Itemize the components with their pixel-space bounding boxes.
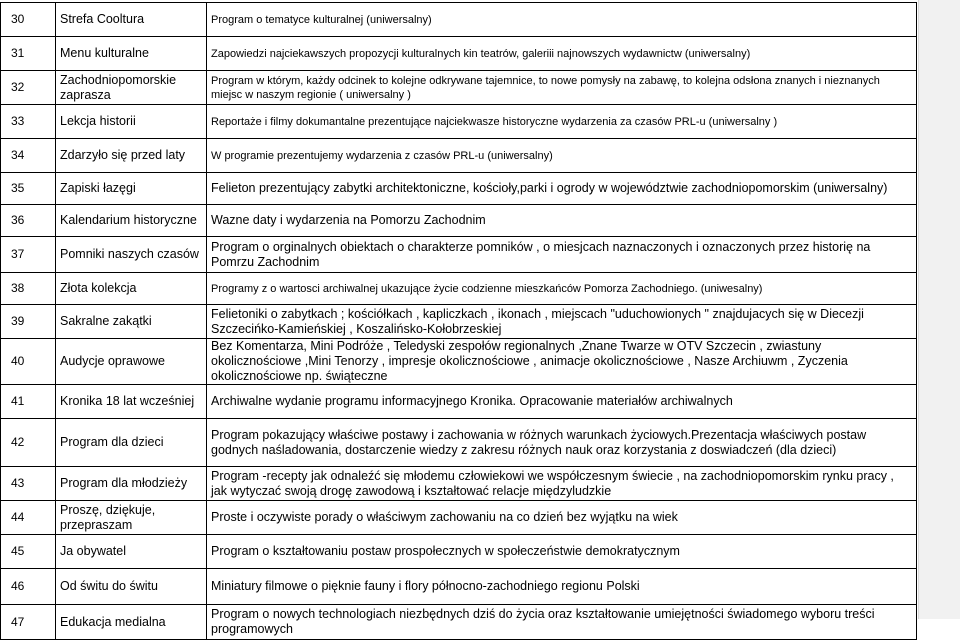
- row-number: 32: [1, 71, 56, 105]
- program-table: [0, 2, 917, 640]
- program-name: Zdarzyło się przed laty: [56, 139, 207, 173]
- program-name: Sakralne zakątki: [56, 305, 207, 339]
- program-description: Program o nowych technologiach niezbędnych dziś do życia oraz kształtowanie umiejętności świadomego wyboru treści programowych: [207, 605, 917, 640]
- row-number: 40: [1, 339, 56, 385]
- table-row: [1, 273, 917, 305]
- program-name: Złota kolekcja: [56, 273, 207, 305]
- program-description: Zapowiedzi najciekawszych propozycji kulturalnych kin teatrów, galeriii najnowszych wydawnictw (uniwersalny): [207, 37, 917, 71]
- program-description: Felieton prezentujący zabytki architektoniczne, kościoły,parki i ogrody w województwie zachodniopomorskim (uniwersalny): [207, 173, 917, 205]
- side-margin: [918, 0, 960, 619]
- program-name: Menu kulturalne: [56, 37, 207, 71]
- row-number: 36: [1, 205, 56, 237]
- program-description: Program -recepty jak odnaleźć się młodemu człowiekowi we współczesnym świecie , na zachodniopomorskim rynku pracy , jak wytyczać swoją drogę zawodową i kształtować relacje międzyludzkie: [207, 467, 917, 501]
- program-name: Lekcja historii: [56, 105, 207, 139]
- program-description: Bez Komentarza, Mini Podróże , Teledyski zespołów regionalnych ,Znane Twarze w OTV Szczecin , zwiastuny okolicznościowe ,Mini Tenorzy , impresje okolicznościowe , animacje okolicznościowe , Nasze Archiuwm , Zyczenia okolicznościowe np. świąteczne: [207, 339, 917, 385]
- table-row: [1, 237, 917, 273]
- table-row: [1, 173, 917, 205]
- row-number: 39: [1, 305, 56, 339]
- table-row: [1, 419, 917, 467]
- program-name: Proszę, dziękuje, przepraszam: [56, 501, 207, 535]
- program-name: Zapiski łazęgi: [56, 173, 207, 205]
- program-description: Miniatury filmowe o pięknie fauny i flory północno-zachodniego regionu Polski: [207, 569, 917, 605]
- table-row: [1, 305, 917, 339]
- row-number: 31: [1, 37, 56, 71]
- row-number: 46: [1, 569, 56, 605]
- program-name: Zachodniopomorskie zaprasza: [56, 71, 207, 105]
- program-name: Ja obywatel: [56, 535, 207, 569]
- row-number: 30: [1, 3, 56, 37]
- program-description: Reportaże i filmy dokumantalne prezentujące najciekwasze historyczne wydarzenia za czasów PRL-u (uniwersalny ): [207, 105, 917, 139]
- table-row: [1, 569, 917, 605]
- program-description: Felietoniki o zabytkach ; kościółkach , kapliczkach , ikonach , miejscach "uduchowionych " znajdujacych się w Diecezji Szczecińko-Kamieńskiej , Koszalińsko-Kołobrzeskiej: [207, 305, 917, 339]
- table-row: [1, 535, 917, 569]
- table-row: [1, 339, 917, 385]
- program-table-body: [1, 3, 917, 640]
- program-name: Kalendarium historyczne: [56, 205, 207, 237]
- program-description: Program o kształtowaniu postaw prospołecznych w społeczeństwie demokratycznym: [207, 535, 917, 569]
- table-row: [1, 37, 917, 71]
- table-row: [1, 205, 917, 237]
- table-row: [1, 385, 917, 419]
- row-number: 43: [1, 467, 56, 501]
- program-description: Program w którym, każdy odcinek to kolejne odkrywane tajemnice, to nowe pomysły na zabawę, to kolejna odsłona znanych i nieznanych miejsc w naszym regionie ( uniwersalny ): [207, 71, 917, 105]
- program-name: Program dla młodzieży: [56, 467, 207, 501]
- program-name: Strefa Cooltura: [56, 3, 207, 37]
- program-description: Programy z o wartosci archiwalnej ukazujące życie codzienne mieszkańców Pomorza Zachodniego. (uniwesalny): [207, 273, 917, 305]
- row-number: 34: [1, 139, 56, 173]
- row-number: 37: [1, 237, 56, 273]
- program-description: Wazne daty i wydarzenia na Pomorzu Zachodnim: [207, 205, 917, 237]
- row-number: 44: [1, 501, 56, 535]
- program-name: Edukacja medialna: [56, 605, 207, 640]
- program-name: Audycje oprawowe: [56, 339, 207, 385]
- row-number: 42: [1, 419, 56, 467]
- table-row: [1, 501, 917, 535]
- program-description: Program o orginalnych obiektach o charakterze pomników , o miesjcach naznaczonych i oznaczonych przez historię na Pomrzu Zachodnim: [207, 237, 917, 273]
- row-number: 45: [1, 535, 56, 569]
- row-number: 38: [1, 273, 56, 305]
- program-name: Kronika 18 lat wcześniej: [56, 385, 207, 419]
- table-row: [1, 3, 917, 37]
- program-name: Pomniki naszych czasów: [56, 237, 207, 273]
- row-number: 33: [1, 105, 56, 139]
- program-description: Proste i oczywiste porady o właściwym zachowaniu na co dzień bez wyjątku na wiek: [207, 501, 917, 535]
- program-name: Program dla dzieci: [56, 419, 207, 467]
- program-name: Od świtu do świtu: [56, 569, 207, 605]
- program-description: W programie prezentujemy wydarzenia z czasów PRL-u (uniwersalny): [207, 139, 917, 173]
- table-row: [1, 467, 917, 501]
- table-row: [1, 71, 917, 105]
- program-description: Archiwalne wydanie programu informacyjnego Kronika. Opracowanie materiałów archiwalnych: [207, 385, 917, 419]
- table-row: [1, 139, 917, 173]
- table-row: [1, 105, 917, 139]
- row-number: 35: [1, 173, 56, 205]
- row-number: 41: [1, 385, 56, 419]
- table-row: [1, 605, 917, 640]
- program-description: Program o tematyce kulturalnej (uniwersalny): [207, 3, 917, 37]
- row-number: 47: [1, 605, 56, 640]
- program-description: Program pokazujący właściwe postawy i zachowania w różnych warunkach życiowych.Prezentacja właściwych postaw godnych naśladowania, dostarczenie wiedzy z zakresu różnych nauk oraz korzystania z doswiadczeń (dla dzieci): [207, 419, 917, 467]
